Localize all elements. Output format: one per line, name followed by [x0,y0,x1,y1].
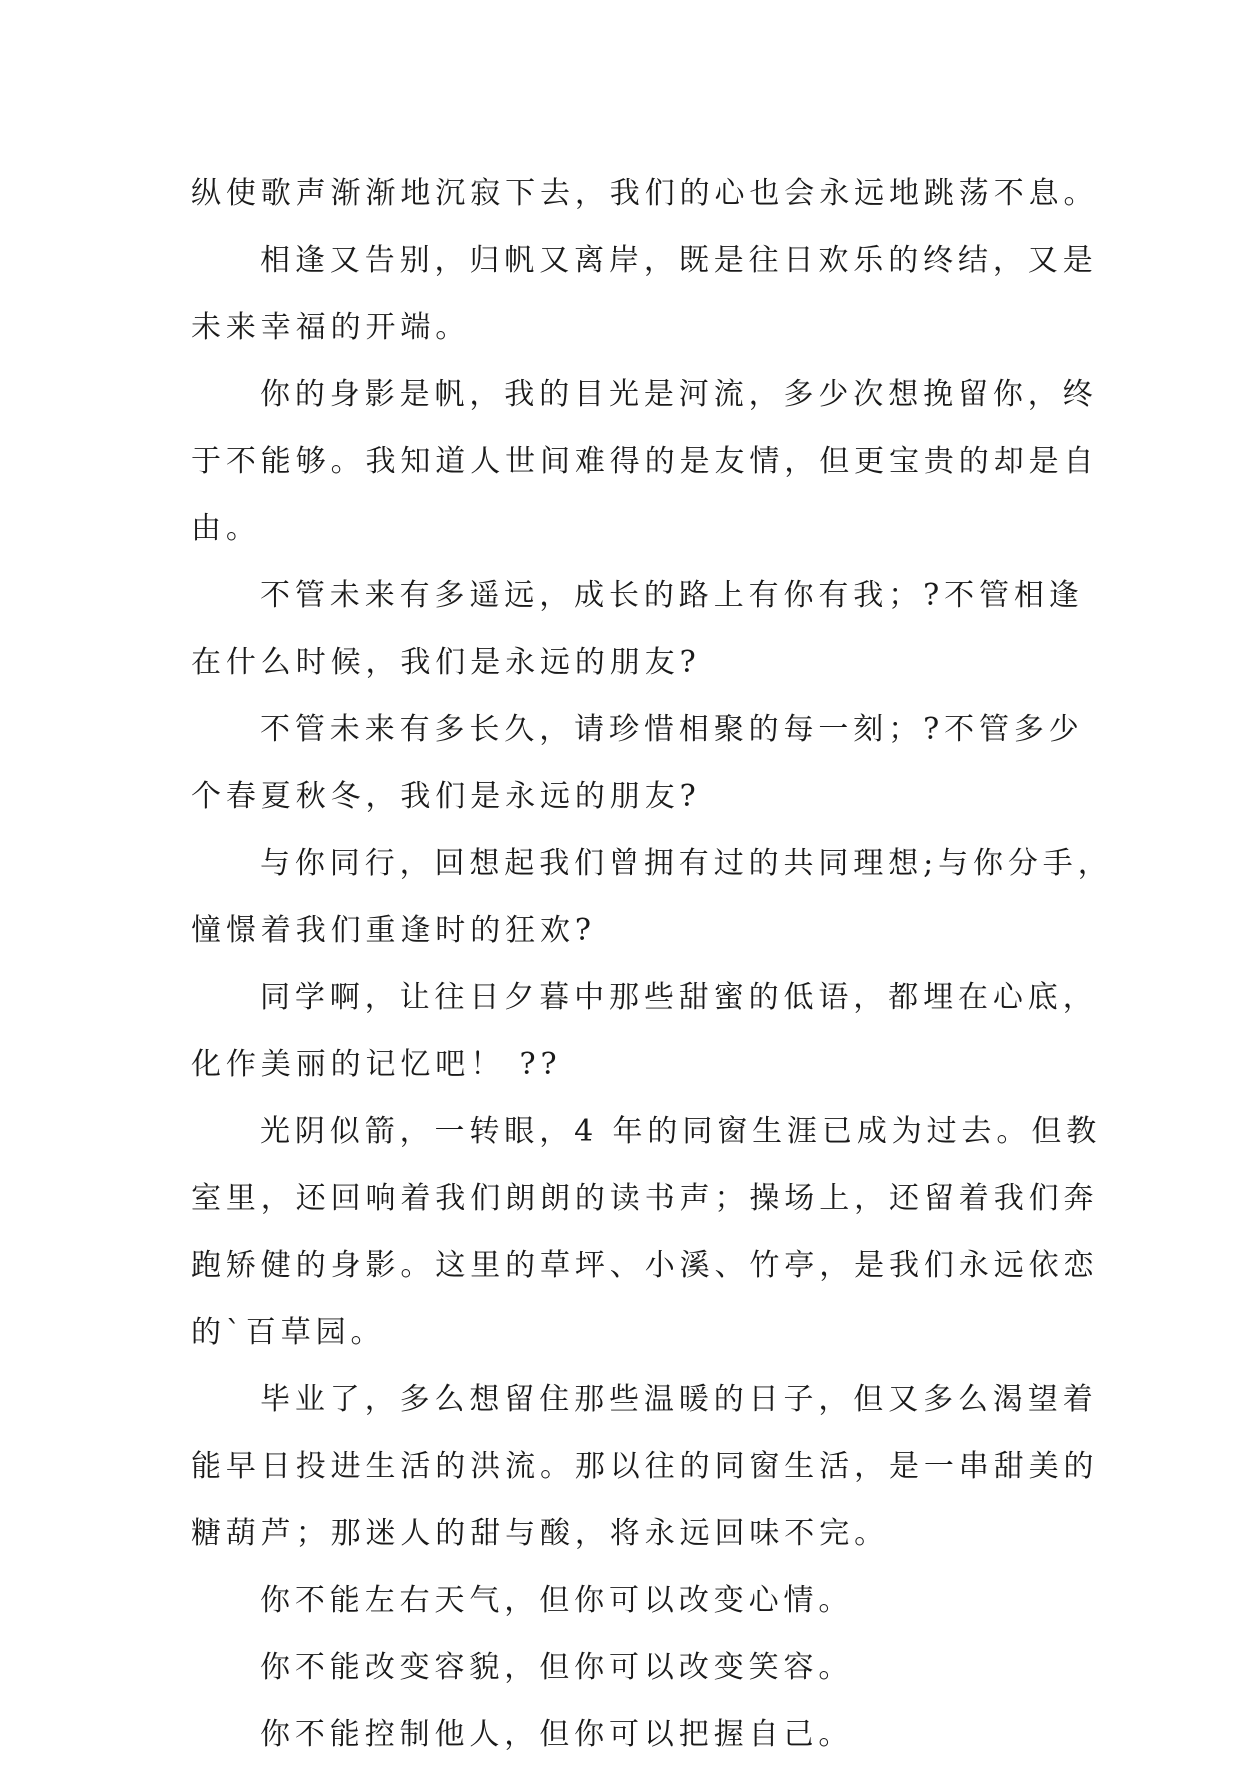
text-line: 你不能左右天气，但你可以改变心情。 [260,1583,854,1618]
text-line: 由。 [191,511,261,546]
text-line: 室里，还回响着我们朗朗的读书声；操场上，还留着我们奔 [191,1181,1099,1216]
paragraph [191,562,1084,696]
paragraph [191,1701,1071,1768]
text-line: 未来幸福的开端。 [191,310,471,345]
text-line: 与你同行，回想起我们曾拥有过的共同理想;与你分手， [260,846,1113,881]
paragraph [191,1098,1102,1366]
paragraph [191,1567,1071,1634]
text-line: 于不能够。我知道人世间难得的是友情，但更宝贵的却是自 [191,444,1099,479]
paragraph [191,160,1099,227]
text-line: 不管未来有多长久，请珍惜相聚的每一刻；?不管多少 [260,712,1084,747]
text-line: 在什么时候，我们是永远的朋友? [191,645,701,680]
text-line: 憧憬着我们重逢时的狂欢? [191,913,596,948]
text-line: 的`百草园。 [191,1315,386,1350]
paragraph [191,964,1098,1098]
text-line: 个春夏秋冬，我们是永远的朋友? [191,779,701,814]
text-line: 相逢又告别，归帆又离岸，既是往日欢乐的终结，又是 [260,243,1098,278]
text-line: 跑矫健的身影。这里的草坪、小溪、竹亭，是我们永远依恋 [191,1248,1099,1283]
paragraph [191,361,1099,562]
text-line: 同学啊，让往日夕暮中那些甜蜜的低语，都埋在心底， [260,980,1098,1015]
paragraph [191,227,1098,361]
body-text [191,160,1113,1768]
text-line: 你不能改变容貌，但你可以改变笑容。 [260,1650,854,1685]
text-line: 毕业了，多么想留住那些温暖的日子，但又多么渴望着 [260,1382,1098,1417]
paragraph [191,1634,1071,1701]
text-line: 不管未来有多遥远，成长的路上有你有我；?不管相逢 [260,578,1084,613]
text-line: 纵使歌声渐渐地沉寂下去，我们的心也会永远地跳荡不息。 [191,176,1099,211]
text-line: 你的身影是帆，我的目光是河流，多少次想挽留你，终 [260,377,1098,412]
text-line: 化作美丽的记忆吧！ ?? [191,1047,562,1082]
text-line: 光阴似箭，一转眼，4 年的同窗生涯已成为过去。但教 [260,1114,1102,1149]
text-line: 能早日投进生活的洪流。那以往的同窗生活，是一串甜美的 [191,1449,1099,1484]
text-line: 你不能控制他人，但你可以把握自己。 [260,1717,854,1752]
paragraph [191,830,1113,964]
paragraph [191,1366,1099,1567]
paragraph [191,696,1084,830]
text-line: 糖葫芦；那迷人的甜与酸，将永远回味不完。 [191,1516,889,1551]
